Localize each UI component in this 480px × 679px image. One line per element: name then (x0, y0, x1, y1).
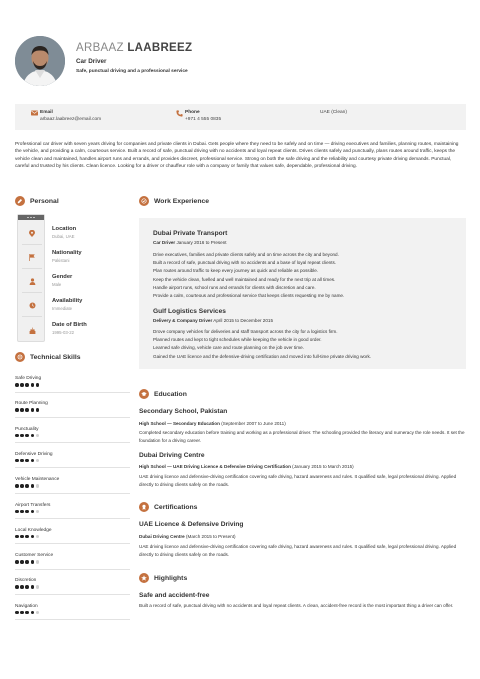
skill-item (15, 376, 130, 393)
skill-name: Defensive Driving (15, 451, 53, 457)
rating-dot (15, 408, 19, 412)
rating-dot (36, 535, 40, 539)
personal-card (17, 214, 45, 342)
job-company: Dubai Private Transport (153, 230, 228, 237)
rating-dot (36, 383, 40, 387)
skill-rating (15, 383, 130, 387)
skill-name: Navigation (15, 603, 38, 609)
email-value[interactable]: arbaaz.laabreez@email.com (40, 117, 102, 122)
rating-dot (15, 560, 19, 564)
skill-rating (15, 434, 130, 438)
highlight-description: Built a record of safe, punctual driving with no accidents and loyal repeat clients. A clean, accident-free record is the most important thing a driver can offer. (139, 603, 454, 608)
rating-dot (15, 434, 19, 438)
skill-rating (15, 459, 130, 463)
availability-row (22, 295, 42, 317)
rating-dot (20, 585, 24, 589)
skill-name: Safe Driving (15, 376, 42, 381)
card-top-bar (18, 215, 44, 220)
availability-value: Immediate (52, 306, 73, 311)
skill-item (15, 401, 130, 418)
certification-name: UAE Licence & Defensive Driving (139, 521, 244, 528)
skill-item (15, 503, 130, 520)
skill-item (15, 578, 130, 595)
education-name: Dubai Driving Centre (139, 452, 205, 459)
education-section-header (139, 389, 187, 399)
rating-dot (25, 484, 29, 488)
rating-dot (20, 383, 24, 387)
certifications-title: Certifications (154, 503, 198, 511)
education-name: Secondary School, Pakistan (139, 408, 228, 415)
personal-icon (15, 196, 25, 206)
dob-label: Date of Birth (52, 322, 87, 328)
skill-name: Customer Service (15, 553, 54, 559)
rating-dot (20, 510, 24, 514)
rating-dot (31, 459, 35, 463)
rating-dot (25, 408, 29, 412)
rating-dot (15, 383, 19, 387)
person-icon (29, 278, 36, 285)
briefcase-icon (139, 196, 149, 206)
rating-dot (36, 510, 40, 514)
flag-icon (29, 254, 35, 261)
rating-dot (36, 459, 40, 463)
gender-value: Male (52, 282, 62, 287)
skills-section-header (15, 352, 81, 362)
skill-rating (15, 535, 130, 539)
skill-name: Vehicle Maintenance (15, 477, 60, 483)
job-bullet: Gained the UAE licence and the defensive-driving certification and moved into full-time private driving work. (153, 353, 372, 359)
job-position: Delivery & Company Driver (153, 318, 213, 323)
personal-location (52, 226, 76, 239)
job-position-line (153, 318, 273, 323)
rating-dot (36, 484, 40, 488)
licence-block (320, 110, 347, 115)
certification-issuer-line (139, 534, 236, 539)
education-dates: (January 2015 to March 2015) (292, 464, 354, 469)
email-block (40, 110, 101, 122)
skill-item (15, 604, 130, 621)
rating-dot (15, 484, 19, 488)
highlights-title: Highlights (154, 574, 188, 582)
skill-rating (15, 484, 130, 488)
education-description: Completed secondary education before training and working as a professional driver. The schooling provided the literacy and numeracy the role needs. It set the foundation for a driving career. (139, 430, 465, 444)
rating-dot (31, 408, 35, 412)
rating-dot (36, 408, 40, 412)
dob-value: 1995-03-22 (52, 330, 74, 335)
job-bullet: Plan routes around traffic to keep every journey as quick and reliable as possible. (153, 268, 319, 274)
skill-divider (15, 442, 130, 443)
rating-dot (31, 484, 35, 488)
education-description: UAE driving licence and defensive-driving certification covering safe driving, hazard awareness and rules. It qualified safe, legal professional driving. Applied directly to driving clients safely on the roads. (139, 474, 457, 488)
licence-value: UAE (Clean) (320, 110, 347, 115)
phone-block (185, 110, 221, 122)
skill-item (15, 427, 130, 444)
rating-dot (15, 510, 19, 514)
rating-dot (31, 510, 35, 514)
skill-rating (15, 408, 130, 412)
phone-value[interactable]: +971 4 555 0835 (185, 117, 222, 122)
job-bullet: Drove company vehicles for deliveries and staff transport across the city for a logistics firm. (153, 329, 338, 334)
rating-dot (25, 434, 29, 438)
certification-description: UAE driving licence and defensive-driving certification covering safe driving, hazard awareness and rules. It qualified safe, legal professional driving. Applied directly to driving clients safely on the roads. (139, 544, 457, 558)
candidate-name (76, 42, 192, 54)
personal-dob (52, 322, 87, 335)
rating-dot (31, 535, 35, 539)
personal-section-header (15, 196, 59, 206)
skill-rating (15, 510, 130, 514)
skill-name: Discretion (15, 578, 37, 584)
job-bullet: Planned routes and kept to tight schedules while keeping the vehicle in good order. (153, 337, 322, 343)
personal-title: Personal (30, 197, 59, 205)
rating-dot (15, 585, 19, 589)
certificate-icon (139, 502, 149, 512)
rating-dot (36, 611, 40, 615)
job-dates: January 2016 to Present (176, 240, 227, 245)
highlight-name: Safe and accident-free (139, 592, 210, 599)
education-qualification: High School — UAE Driving Licence & Defensive Driving Certification (139, 464, 291, 469)
rating-dot (31, 560, 35, 564)
work-section-header (139, 196, 209, 206)
job-bullet: Keep the vehicle clean, fuelled and well maintained and ready for the next trip at all times. (153, 276, 336, 282)
skill-divider (15, 518, 130, 519)
profile-photo (15, 36, 65, 86)
skill-divider (15, 417, 130, 418)
rating-dot (20, 535, 24, 539)
education-qualification: High School — Secondary Education (139, 421, 220, 426)
rating-dot (31, 611, 35, 615)
job-bullet: Drive executives, families and private clients safely and on time across the city and beyond. (153, 252, 339, 257)
certification-dates: (March 2015 to Present) (185, 534, 236, 539)
skill-rating (15, 585, 130, 589)
rating-dot (20, 459, 24, 463)
rating-dot (15, 611, 19, 615)
education-dates: (September 2007 to June 2011) (221, 421, 286, 426)
nationality-label: Nationality (52, 250, 82, 256)
job-company: Gulf Logistics Services (153, 308, 226, 315)
certifications-section-header (139, 502, 197, 512)
rating-dot (20, 484, 24, 488)
contact-band (15, 104, 466, 130)
location-pin-icon (29, 230, 35, 237)
job-bullet: Built a record of safe, punctual driving with no accidents and a base of loyal repeat clients. (153, 260, 337, 266)
personal-gender (52, 274, 72, 287)
graduation-cap-icon (139, 389, 149, 399)
nationality-value: Pakistani (52, 258, 70, 263)
education-qual-line (139, 421, 286, 426)
phone-label: Phone (185, 110, 200, 115)
education-title: Education (154, 390, 187, 398)
skill-item (15, 452, 130, 469)
rating-dot (25, 383, 29, 387)
job-position: Car Driver (153, 240, 176, 245)
skill-name: Airport Transfers (15, 502, 51, 508)
job-position-line (153, 240, 227, 245)
job-role: Car Driver (76, 58, 107, 65)
job-bullets (153, 328, 371, 361)
rating-dot (25, 560, 29, 564)
rating-dot (20, 434, 24, 438)
skill-name: Route Planning (15, 401, 48, 407)
skill-divider (15, 392, 130, 393)
location-value: Dubai, UAE (52, 234, 75, 239)
last-name: LAABREEZ (127, 42, 193, 54)
skill-name: Local Knowledge (15, 527, 52, 533)
availability-label: Availability (52, 298, 83, 304)
nationality-row (22, 247, 42, 269)
first-name: ARBAAZ (76, 42, 124, 54)
skill-divider (15, 594, 130, 595)
gender-row (22, 271, 42, 293)
skills-icon (15, 352, 25, 362)
rating-dot (15, 535, 19, 539)
work-title: Work Experience (154, 197, 210, 205)
rating-dot (20, 611, 24, 615)
job-bullets (153, 251, 344, 300)
job-bullet: Learned safe driving, vehicle care and route planning on the job over time. (153, 345, 304, 351)
email-label: Email (40, 110, 53, 115)
clock-icon (29, 302, 36, 309)
profile-summary: Professional car driver with seven years driving for companies and private clients in Dubai. Gets people where they need to be safely and on time — driving executives and families, planning routes, maintaining the vehicle, and providing a calm, courteous service. Built a record of safe, punctual driving with no accidents and loyal repeat clients. Drives clients safely and punctually, plans routes around traffic, keeps the vehicle clean and maintained, handles airport runs and errands, and provides discreet, professional service. Strong on both the safe driving and the reliability and courtesy private driving demands. Punctual, careful and trusted by his clients. Clean licence. Looking for a driver or chauffeur role with a company or family that values safe, dependable, professional driving. (15, 142, 459, 170)
skill-item (15, 528, 130, 545)
rating-dot (20, 560, 24, 564)
job-bullet: Handle airport runs, school runs and errands for clients with discretion and care. (153, 284, 316, 290)
rating-dot (31, 434, 35, 438)
rating-dot (25, 535, 29, 539)
gender-label: Gender (52, 274, 73, 280)
skill-rating (15, 611, 130, 615)
skills-title: Technical Skills (30, 353, 81, 361)
highlights-section-header (139, 573, 187, 583)
skill-divider (15, 543, 130, 544)
rating-dot (15, 459, 19, 463)
skill-divider (15, 493, 130, 494)
location-label: Location (52, 226, 77, 232)
phone-icon (176, 110, 183, 116)
tagline: Safe, punctual driving and a professional service (76, 69, 188, 74)
rating-dot (20, 408, 24, 412)
rating-dot (36, 585, 40, 589)
skill-divider (15, 619, 130, 620)
rating-dot (25, 459, 29, 463)
certification-issuer: Dubai Driving Centre (139, 534, 185, 539)
rating-dot (31, 585, 35, 589)
location-row (22, 223, 42, 245)
rating-dot (25, 611, 29, 615)
cake-icon (29, 327, 36, 334)
skill-name: Punctuality (15, 426, 39, 432)
birthday-row (22, 319, 42, 341)
skill-item (15, 477, 130, 494)
personal-nationality (52, 250, 82, 263)
job-bullet: Provide a calm, courteous and professional service that keeps clients requesting me by name. (153, 293, 345, 299)
rating-dot (36, 560, 40, 564)
rating-dot (36, 434, 40, 438)
job-dates: April 2015 to December 2015 (213, 318, 274, 323)
star-icon (139, 573, 149, 583)
skill-item (15, 553, 130, 570)
rating-dot (25, 510, 29, 514)
education-qual-line (139, 464, 354, 469)
rating-dot (25, 585, 29, 589)
personal-availability (52, 298, 82, 311)
rating-dot (31, 383, 35, 387)
skill-divider (15, 569, 130, 570)
skill-divider (15, 467, 130, 468)
skill-rating (15, 560, 130, 564)
email-icon (31, 110, 38, 116)
